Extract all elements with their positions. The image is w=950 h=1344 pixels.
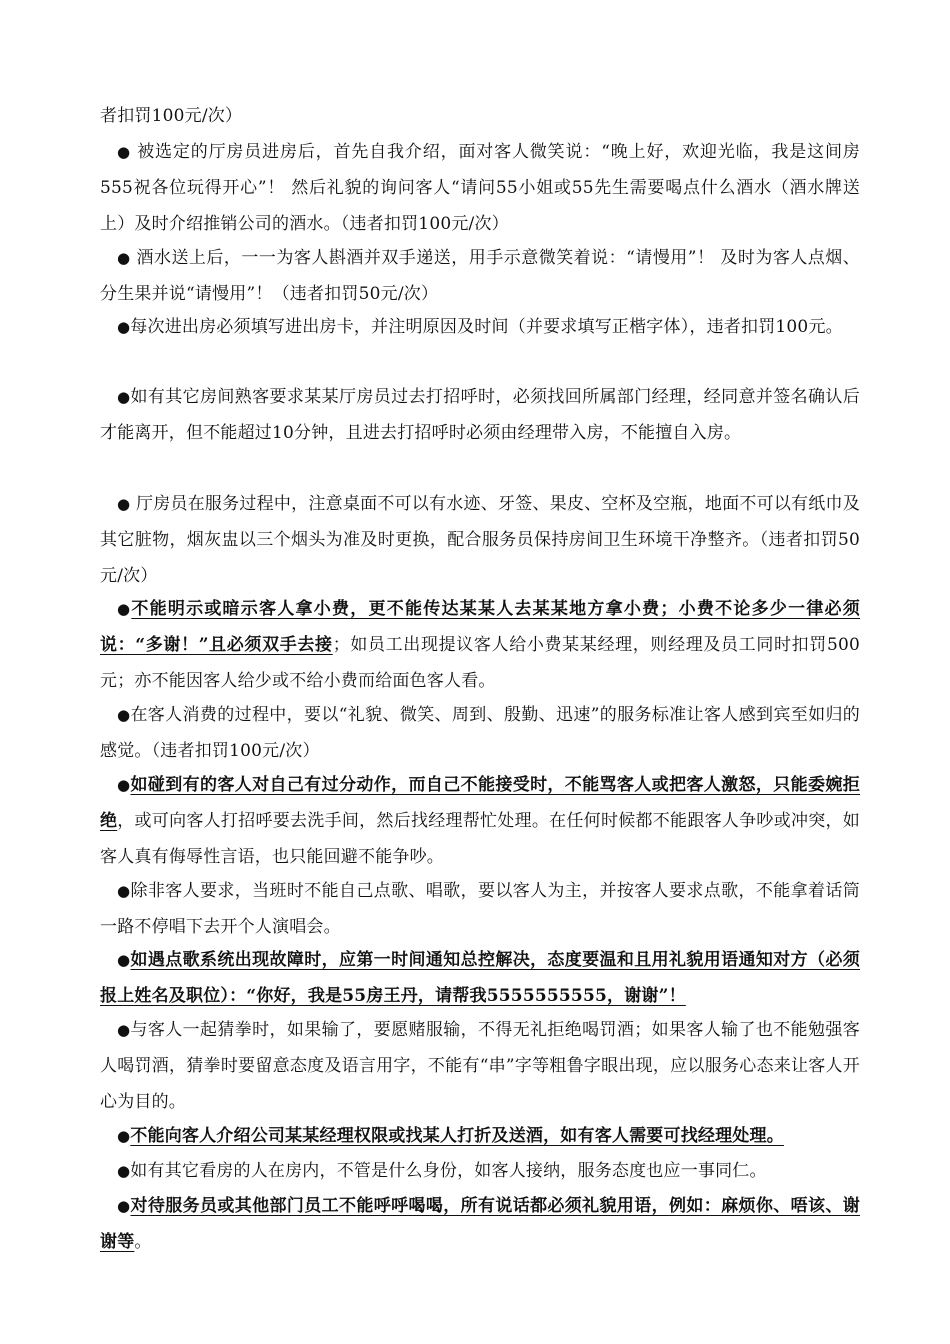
paragraph-rule-drinking-games bbox=[100, 1012, 860, 1120]
paragraph-text: 与客人一起猜拳时，如果输了，要愿赌服输，不得无礼拒绝喝罚酒；如果客人输了也不能勉强客人喝罚酒，猜拳时要留意态度及语言用字，不能有“串”字等粗鲁字眼出现，应以服务心态来让客人开心为目的。 bbox=[100, 1020, 860, 1112]
bullet-icon: ● bbox=[117, 776, 131, 794]
paragraph-rule-room-card bbox=[100, 309, 860, 345]
paragraph-text: 酒水送上后，一一为客人斟酒并双手递送，用手示意微笑着说：“请慢用”！ 及时为客人点烟、分生果并说“请慢用”！（违者扣罚50元/次） bbox=[100, 248, 860, 304]
emphasized-text: 如碰到有的客人对自己有过分动作，而自己不能接受时，不能骂客人或把客人激怒，只能委婉拒绝 bbox=[100, 775, 860, 831]
paragraph-rule-polite-language bbox=[100, 1188, 860, 1260]
paragraph-rule-other-visitors bbox=[100, 1153, 860, 1189]
paragraph-rule-song-system-fault bbox=[100, 942, 860, 1014]
paragraph-rule-cleanliness bbox=[100, 486, 860, 594]
bullet-icon: ● bbox=[117, 1127, 131, 1145]
emphasized-text: 对待服务员或其他部门员工不能呼呼喝喝，所有说话都必须礼貌用语，例如：麻烦你、唔该、谢谢等 bbox=[100, 1196, 860, 1252]
emphasized-text: 如遇点歌系统出现故障时，应第一时间通知总控解决，态度要温和且用礼貌用语通知对方（必须报上姓名及职位）：“你好，我是55房王丹，请帮我5555555555，谢谢”！ bbox=[100, 950, 860, 1006]
bullet-icon: ● bbox=[117, 143, 131, 161]
paragraph-text: 如有其它看房的人在房内，不管是什么身份，如客人接纳，服务态度也应一事同仁。 bbox=[130, 1161, 767, 1181]
paragraph-rule-serving-drinks bbox=[100, 240, 860, 312]
bullet-icon: ● bbox=[117, 1162, 131, 1180]
bullet-icon: ● bbox=[117, 1021, 131, 1039]
bullet-icon: ● bbox=[117, 951, 131, 969]
bullet-icon: ● bbox=[117, 495, 131, 513]
paragraph-continuation bbox=[100, 98, 860, 134]
emphasized-text: 不能明示或暗示客人拿小费，更不能传达某某人去某某地方拿小费；小费不论多少一律必须说：“多谢！”且必须双手去接 bbox=[100, 599, 861, 655]
paragraph-text: 除非客人要求，当班时不能自己点歌、唱歌，要以客人为主，并按客人要求点歌，不能拿着话筒一路不停唱下去开个人演唱会。 bbox=[100, 881, 860, 937]
paragraph-text: 如有其它房间熟客要求某某厅房员过去打招呼时，必须找回所属部门经理，经同意并签名确认后才能离开，但不能超过10分钟，且进去打招呼时必须由经理带入房，不能擅自入房。 bbox=[100, 387, 860, 443]
paragraph-rule-service-standard bbox=[100, 697, 860, 769]
bullet-icon: ● bbox=[117, 706, 131, 724]
paragraph-text: 在客人消费的过程中，要以“礼貌、微笑、周到、殷勤、迅速”的服务标准让客人感到宾至如归的感觉。（违者扣罚100元/次） bbox=[100, 705, 860, 761]
paragraph-text: 者扣罚100元/次） bbox=[100, 106, 243, 126]
paragraph-rule-introduction bbox=[100, 134, 860, 242]
paragraph-text: 。 bbox=[134, 1232, 152, 1252]
paragraph-text: 被选定的厅房员进房后，首先自我介绍，面对客人微笑说：“晚上好，欢迎光临，我是这间房555祝各位玩得开心”！ 然后礼貌的询问客人“请问55小姐或55先生需要喝点什么酒水（酒水牌送上）及时介绍推销公司的酒水。（违者扣罚100元/次） bbox=[100, 142, 860, 234]
paragraph-text: 每次进出房必须填写进出房卡，并注明原因及时间（并要求填写正楷字体），违者扣罚100元。 bbox=[130, 317, 843, 337]
bullet-icon: ● bbox=[117, 1197, 131, 1215]
bullet-icon: ● bbox=[117, 318, 131, 336]
paragraph-rule-greeting-other-rooms bbox=[100, 379, 860, 451]
paragraph-text: ；如员工出现提议客人给小费某某经理，则经理及员工同时扣罚500元；亦不能因客人给少或不给小费而给面色客人看。 bbox=[100, 635, 860, 691]
paragraph-rule-manager-authority bbox=[100, 1118, 860, 1154]
bullet-icon: ● bbox=[117, 249, 131, 267]
paragraph-text: 厅房员在服务过程中，注意桌面不可以有水迹、牙签、果皮、空杯及空瓶，地面不可以有纸巾及其它脏物，烟灰盅以三个烟头为准及时更换，配合服务员保持房间卫生环境干净整齐。（违者扣罚50元/次） bbox=[100, 494, 860, 586]
paragraph-text: ，或可向客人打招呼要去洗手间，然后找经理帮忙处理。在任何时候都不能跟客人争吵或冲突，如客人真有侮辱性言语，也只能回避不能争吵。 bbox=[100, 811, 860, 867]
paragraph-rule-tips bbox=[100, 591, 860, 699]
emphasized-text: 不能向客人介绍公司某某经理权限或找某人打折及送酒，如有客人需要可找经理处理。 bbox=[130, 1126, 784, 1146]
bullet-icon: ● bbox=[117, 600, 132, 618]
paragraph-rule-singing bbox=[100, 873, 860, 945]
bullet-icon: ● bbox=[117, 388, 131, 406]
bullet-icon: ● bbox=[117, 882, 131, 900]
paragraph-rule-inappropriate-behavior bbox=[100, 767, 860, 875]
